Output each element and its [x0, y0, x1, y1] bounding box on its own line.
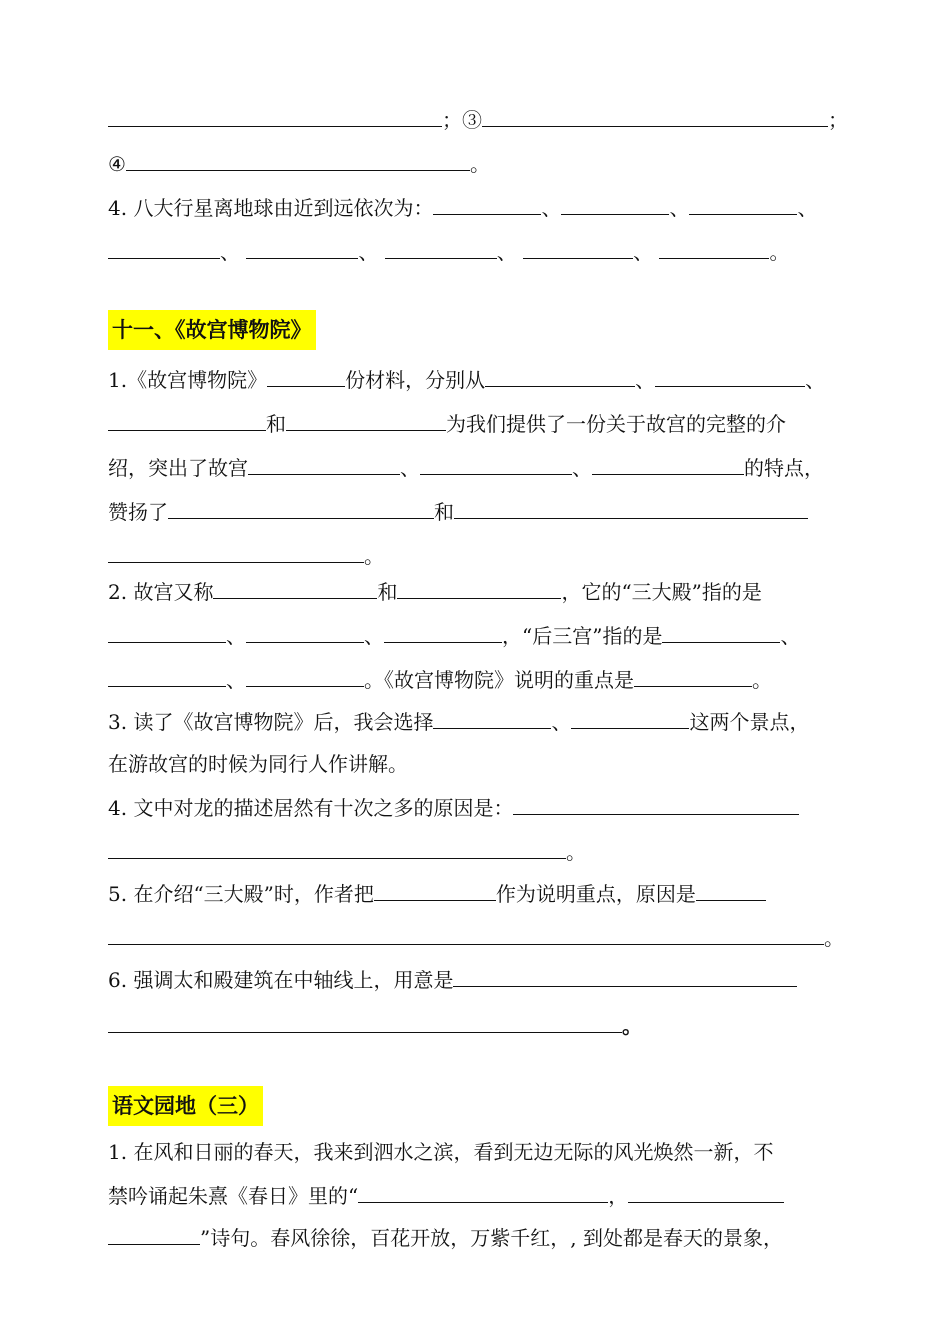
- text: 绍，突出了故宫: [108, 456, 248, 480]
- question-text: 4. 八大行星离地球由近到远依次为：: [108, 196, 434, 220]
- blank[interactable]: [659, 236, 769, 259]
- text: 、: [635, 368, 656, 392]
- section-heading: 十一、《故宫博物院》: [108, 310, 316, 350]
- blank[interactable]: [655, 364, 805, 387]
- blank[interactable]: [420, 452, 572, 475]
- answer-line: [108, 104, 848, 136]
- question-3: [108, 706, 848, 738]
- question-2-line3: [108, 664, 848, 696]
- blank[interactable]: [108, 922, 824, 945]
- text: 。: [824, 926, 844, 950]
- text: 份材料，分别从: [345, 368, 486, 392]
- question-2-line2: [108, 620, 848, 652]
- blank[interactable]: [454, 496, 808, 519]
- text: 。: [752, 668, 772, 692]
- text: 、: [496, 240, 517, 264]
- blank[interactable]: [485, 364, 635, 387]
- question-6: [108, 964, 848, 996]
- question-4: [108, 792, 848, 824]
- question-1-line2: [108, 408, 848, 440]
- blank[interactable]: [689, 192, 797, 215]
- question-5: [108, 878, 848, 910]
- text: 为我们提供了一份关于故宫的完整的介: [446, 412, 786, 436]
- blank[interactable]: [286, 408, 446, 431]
- text: 、: [805, 368, 826, 392]
- blank[interactable]: [108, 836, 566, 859]
- blank[interactable]: [126, 148, 470, 171]
- blank[interactable]: [384, 620, 502, 643]
- blank[interactable]: [108, 664, 226, 687]
- text: 6. 强调太和殿建筑在中轴线上，用意是: [108, 968, 454, 992]
- text: 、: [633, 240, 654, 264]
- question-4-line2: [108, 836, 848, 868]
- blank[interactable]: [634, 664, 752, 687]
- text: 5. 在介绍“三大殿”时，作者把: [108, 882, 374, 906]
- blank[interactable]: [628, 1180, 784, 1203]
- blank[interactable]: [108, 620, 226, 643]
- question-1: [108, 364, 848, 396]
- question-5-line2: [108, 922, 848, 954]
- text: 、: [669, 196, 690, 220]
- text: ”诗句。春风徐徐，百花开放，万紫千红，, 到处都是春天的景象，: [200, 1226, 783, 1250]
- blank[interactable]: [453, 964, 797, 987]
- text: 。: [769, 240, 790, 264]
- blank[interactable]: [358, 1180, 608, 1203]
- section-heading: 语文园地（三）: [108, 1086, 263, 1126]
- text: 、: [358, 240, 379, 264]
- text: 2. 故宫又称: [108, 580, 214, 604]
- text: 1.《故宫博物院》: [108, 368, 268, 392]
- blank[interactable]: [561, 192, 669, 215]
- blank[interactable]: [108, 236, 220, 259]
- answer-line: [108, 236, 848, 268]
- text: 、: [220, 240, 240, 264]
- blank[interactable]: [108, 1010, 622, 1033]
- text: 和: [434, 500, 454, 524]
- text: 。《故宫博物院》说明的重点是: [364, 668, 634, 692]
- blank[interactable]: [248, 452, 400, 475]
- text: 、: [797, 196, 818, 220]
- text: 、: [572, 456, 592, 480]
- text: 、: [400, 456, 420, 480]
- text: 和: [266, 412, 286, 436]
- question-6-line2: [108, 1010, 848, 1042]
- question-1-line3: [108, 452, 848, 484]
- blank[interactable]: [374, 878, 496, 901]
- text: 。: [469, 152, 490, 176]
- text: ，它的“三大殿”指的是: [561, 580, 762, 604]
- blank[interactable]: [246, 620, 364, 643]
- blank[interactable]: [592, 452, 744, 475]
- text: 在游故宫的时候为同行人作讲解。: [108, 752, 408, 776]
- question-2: [108, 576, 848, 608]
- text: 的特点，: [744, 456, 824, 480]
- text: ，: [608, 1184, 629, 1208]
- text: 、: [541, 196, 562, 220]
- text: 、: [226, 624, 246, 648]
- text: 、: [551, 710, 572, 734]
- text: 。: [364, 544, 384, 568]
- text: 和: [377, 580, 398, 604]
- text: 赞扬了: [108, 500, 168, 524]
- question-3-line2: [108, 748, 848, 780]
- blank[interactable]: [397, 576, 561, 599]
- question-1-line3: [108, 1222, 848, 1254]
- blank[interactable]: [482, 104, 828, 127]
- text: 3. 读了《故宫博物院》后，我会选择: [108, 710, 434, 734]
- blank[interactable]: [213, 576, 377, 599]
- blank[interactable]: [108, 408, 266, 431]
- text: 禁吟诵起朱熹《春日》里的“: [108, 1184, 359, 1208]
- text: 1. 在风和日丽的春天，我来到泗水之滨，看到无边无际的风光焕然一新，不: [108, 1140, 774, 1164]
- blank[interactable]: [571, 706, 689, 729]
- blank[interactable]: [246, 664, 364, 687]
- text: 、: [780, 624, 801, 648]
- blank[interactable]: [523, 236, 633, 259]
- blank[interactable]: [433, 706, 551, 729]
- text: 、: [226, 668, 246, 692]
- text: 、: [364, 624, 384, 648]
- text: ④: [108, 152, 126, 176]
- blank[interactable]: [267, 364, 345, 387]
- blank[interactable]: [108, 104, 442, 127]
- blank[interactable]: [108, 1222, 200, 1245]
- text: 4. 文中对龙的描述居然有十次之多的原因是：: [108, 796, 514, 820]
- question-1-line2: [108, 1180, 848, 1212]
- question-1-line5: [108, 540, 848, 572]
- blank[interactable]: [168, 496, 434, 519]
- question-1-line4: [108, 496, 848, 528]
- question-planets: [108, 192, 848, 224]
- text: ；③: [442, 108, 482, 132]
- blank[interactable]: [513, 792, 799, 815]
- blank[interactable]: [696, 878, 766, 901]
- blank[interactable]: [433, 192, 541, 215]
- text: 这两个景点，: [689, 710, 810, 734]
- answer-line: [108, 148, 848, 180]
- text: 。: [566, 840, 586, 864]
- blank[interactable]: [108, 540, 364, 563]
- text: 作为说明重点，原因是: [495, 882, 696, 906]
- text: ，“后三宫”指的是: [502, 624, 663, 648]
- blank[interactable]: [385, 236, 497, 259]
- text: ；: [828, 108, 848, 132]
- blank[interactable]: [246, 236, 358, 259]
- blank[interactable]: [662, 620, 780, 643]
- text: 。: [622, 1014, 642, 1038]
- question-1: [108, 1136, 848, 1168]
